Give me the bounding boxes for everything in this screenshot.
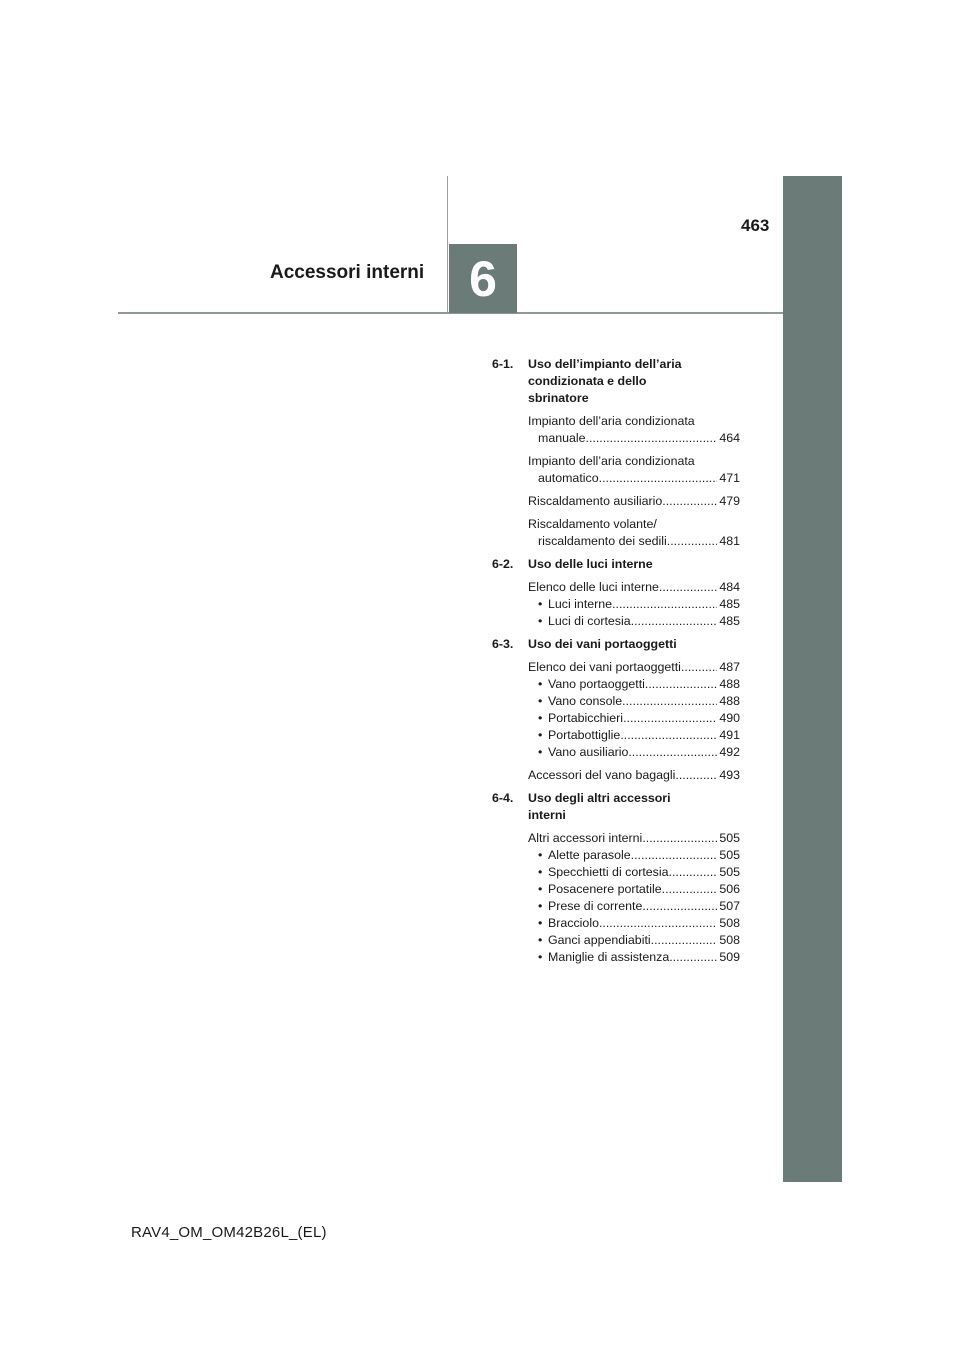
dot-leader — [681, 659, 717, 676]
chapter-title: Accessori interni — [270, 262, 425, 283]
dot-leader — [586, 430, 718, 447]
dot-leader — [645, 676, 717, 693]
toc-subentry[interactable] — [528, 693, 740, 710]
subentry-title: Vano portaoggetti — [548, 677, 645, 691]
section-number: 6-1. — [492, 357, 514, 371]
entry-title: Elenco dei vani portaoggetti — [528, 660, 681, 674]
dot-leader — [642, 898, 717, 915]
bullet-icon: • — [538, 865, 543, 879]
toc-subentry[interactable] — [528, 676, 740, 693]
toc-entry[interactable] — [528, 659, 740, 676]
subentry-title: Vano ausiliario — [548, 745, 629, 759]
toc-subentry[interactable] — [528, 613, 740, 630]
bullet-icon: • — [538, 597, 543, 611]
toc-entry[interactable] — [528, 493, 740, 510]
dot-leader — [642, 830, 717, 847]
entry-page: 484 — [719, 580, 740, 594]
dot-leader — [628, 744, 717, 761]
entry-page: 464 — [719, 431, 740, 445]
dot-leader — [620, 727, 717, 744]
entry-title: Impianto dell’aria condizionata — [528, 414, 695, 428]
subentry-page: 508 — [719, 916, 740, 930]
subentry-title: Ganci appendiabiti — [548, 933, 651, 947]
bullet-icon: • — [538, 677, 543, 691]
toc-subentry[interactable] — [528, 949, 740, 966]
subentry-page: 490 — [719, 711, 740, 725]
chapter-number: 6 — [469, 250, 497, 307]
entry-title-cont: automatico — [538, 471, 599, 485]
dot-leader — [675, 767, 717, 784]
subentry-page: 507 — [719, 899, 740, 913]
entry-page: 505 — [719, 831, 740, 845]
subentry-title: Prese di corrente — [548, 899, 643, 913]
toc-subentry[interactable] — [528, 881, 740, 898]
toc-subentry[interactable] — [528, 596, 740, 613]
subentry-title: Specchietti di cortesia — [548, 865, 669, 879]
dot-leader — [662, 493, 717, 510]
bullet-icon: • — [538, 711, 543, 725]
toc-section-6-2[interactable] — [492, 556, 740, 573]
toc-subentry[interactable] — [528, 932, 740, 949]
subentry-page: 509 — [719, 950, 740, 964]
bullet-icon: • — [538, 933, 543, 947]
subentry-title: Vano console — [548, 694, 623, 708]
entry-page: 487 — [719, 660, 740, 674]
entry-title-cont: riscaldamento dei sedili — [538, 534, 667, 548]
dot-leader — [599, 915, 717, 932]
toc-subentry[interactable] — [528, 710, 740, 727]
toc-entry[interactable] — [528, 453, 740, 487]
entry-title: Elenco delle luci interne — [528, 580, 659, 594]
entry-title-cont: manuale — [538, 431, 586, 445]
entry-page: 471 — [719, 471, 740, 485]
subentry-page: 485 — [719, 614, 740, 628]
section-number: 6-3. — [492, 637, 514, 651]
bullet-icon: • — [538, 882, 543, 896]
subentry-title: Maniglie di assistenza — [548, 950, 670, 964]
bullet-icon: • — [538, 694, 543, 708]
subentry-page: 505 — [719, 848, 740, 862]
table-of-contents — [492, 356, 740, 966]
section-number: 6-2. — [492, 557, 514, 571]
dot-leader — [622, 693, 717, 710]
toc-section-6-3[interactable] — [492, 636, 740, 653]
bullet-icon: • — [538, 899, 543, 913]
dot-leader — [667, 533, 718, 550]
toc-subentry[interactable] — [528, 898, 740, 915]
subentry-title: Bracciolo — [548, 916, 599, 930]
entry-page: 481 — [719, 534, 740, 548]
subentry-page: 491 — [719, 728, 740, 742]
entry-title: Altri accessori interni — [528, 831, 643, 845]
section-title: Uso degli altri accessori interni — [528, 791, 671, 822]
subentry-page: 508 — [719, 933, 740, 947]
subentry-title: Portabottiglie — [548, 728, 621, 742]
dot-leader — [612, 596, 717, 613]
toc-subentry[interactable] — [528, 915, 740, 932]
toc-subentry[interactable] — [528, 727, 740, 744]
subentry-page: 488 — [719, 694, 740, 708]
dot-leader — [662, 881, 718, 898]
document-code: RAV4_OM_OM42B26L_(EL) — [131, 1224, 327, 1241]
bullet-icon: • — [538, 950, 543, 964]
toc-subentry[interactable] — [528, 744, 740, 761]
section-number: 6-4. — [492, 791, 514, 805]
dot-leader — [651, 932, 718, 949]
chapter-side-tab — [783, 176, 842, 1182]
bullet-icon: • — [538, 728, 543, 742]
toc-entry[interactable] — [528, 413, 740, 447]
section-title: Uso delle luci interne — [528, 557, 653, 571]
subentry-page: 492 — [719, 745, 740, 759]
entry-page: 479 — [719, 494, 740, 508]
toc-entry[interactable] — [528, 579, 740, 596]
page-number: 463 — [741, 216, 770, 235]
dot-leader — [631, 847, 718, 864]
dot-leader — [669, 864, 718, 881]
subentry-title: Luci interne — [548, 597, 613, 611]
chapter-number-box — [449, 244, 517, 313]
section-title: Uso dei vani portaoggetti — [528, 637, 677, 651]
toc-section-6-4[interactable] — [492, 790, 740, 824]
dot-leader — [631, 613, 718, 630]
dot-leader — [659, 579, 717, 596]
subentry-title: Posacenere portatile — [548, 882, 662, 896]
bullet-icon: • — [538, 614, 543, 628]
subentry-page: 505 — [719, 865, 740, 879]
entry-page: 493 — [719, 768, 740, 782]
dot-leader — [599, 470, 718, 487]
toc-subentry[interactable] — [528, 847, 740, 864]
header-vertical-divider — [447, 176, 448, 313]
dot-leader — [669, 949, 717, 966]
entry-title: Impianto dell’aria condizionata — [528, 454, 695, 468]
subentry-title: Alette parasole — [548, 848, 631, 862]
entry-title: Accessori del vano bagagli — [528, 768, 676, 782]
subentry-page: 485 — [719, 597, 740, 611]
toc-section-6-1[interactable] — [492, 356, 740, 407]
subentry-title: Luci di cortesia — [548, 614, 631, 628]
subentry-page: 488 — [719, 677, 740, 691]
subentry-page: 506 — [719, 882, 740, 896]
toc-entry[interactable] — [528, 516, 740, 550]
toc-entry[interactable] — [528, 767, 740, 784]
dot-leader — [623, 710, 717, 727]
bullet-icon: • — [538, 848, 543, 862]
subentry-title: Portabicchieri — [548, 711, 624, 725]
entry-title: Riscaldamento ausiliario — [528, 494, 663, 508]
bullet-icon: • — [538, 745, 543, 759]
entry-title: Riscaldamento volante/ — [528, 517, 657, 531]
toc-entry[interactable] — [528, 830, 740, 847]
toc-subentry[interactable] — [528, 864, 740, 881]
bullet-icon: • — [538, 916, 543, 930]
section-title: Uso dell’impianto dell’aria condizionata e dello sbrinatore — [528, 357, 682, 405]
